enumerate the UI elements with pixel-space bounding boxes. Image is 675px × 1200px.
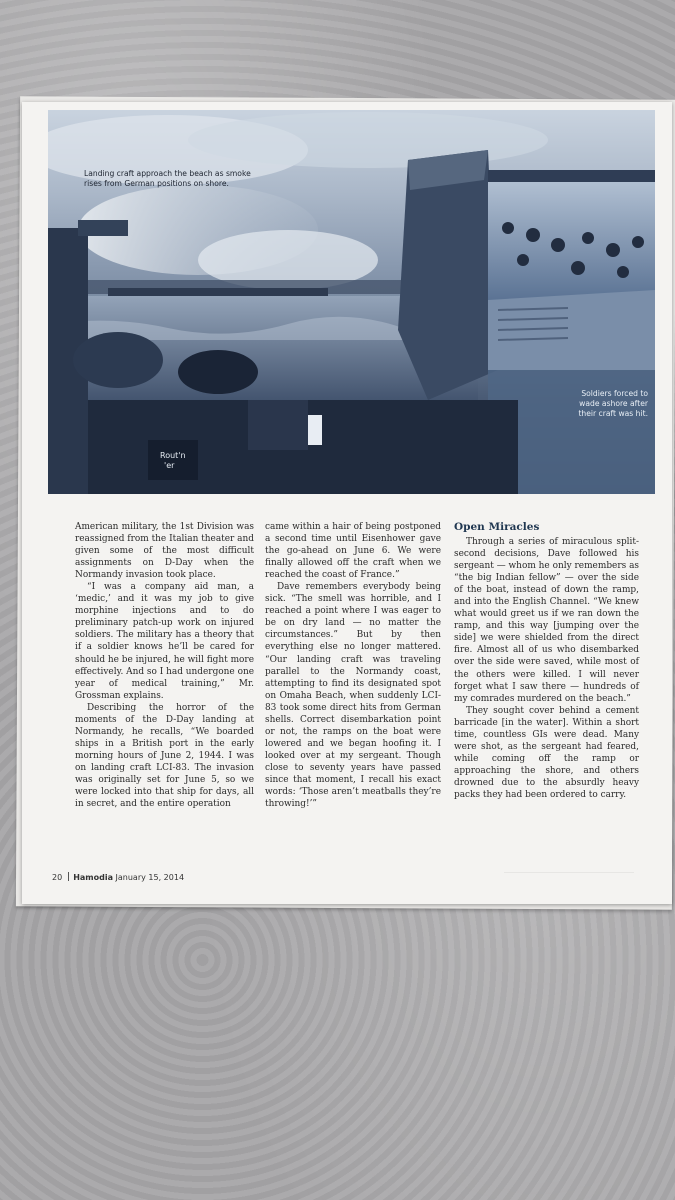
paragraph: Describing the horror of the moments of the D-Day landing at Normandy, he recalls, “We boarded ships in a British port in the early morning hours of June 2, 1944. I was on landing craft LCI-83. The invasion was originally set for June 5, so we were locked into that ship for days, all in secret, and the entire operation [75,702,254,810]
d-day-photo [48,110,655,494]
paragraph: Dave remembers everybody being sick. “The smell was horrible, and I reached a point where I was eager to be on dry land — no matter the circumstances.” But by then everything else no longer mattered. “Our landing craft was traveling parallel to the Normandy coast, attempting to find its designated spot on Omaha Beach, when suddenly LCI-83 took some direct hits from German shells. Correct disembarkation point or not, the ramps on the boat were lowered and we began hoofing it. I looked over at my sergeant. Though close to seventy years have passed since that moment, I recall his exact words: ‘Those aren’t meatballs they’re throwing!’” [265,582,441,810]
article-column-3 [454,521,639,801]
article-column-2 [265,521,441,810]
photo-caption-right: Soldiers forced to wade ashore after their craft was hit. [578,389,648,418]
paragraph: American military, the 1st Division was reassigned from the Italian theater and given some of the most difficult assignments on D-Day when the Normandy invasion took place. [75,522,254,581]
page-number: 20 [52,873,63,882]
footer-rule [504,872,634,879]
photo-caption-left: Landing craft approach the beach as smoke rises from German positions on shore. [84,169,251,188]
photo-illustration [48,110,655,494]
paragraph: “I was a company aid man, a ‘medic,’ and it was my job to give morphine injections and to do preliminary patch-up work on injured soldiers. The military has a theory that if a soldier knows he’ll be cared for should he be injured, he will fight more effectively. And so I had undergone one year of medical training,” Mr. Grossman explains. [75,582,254,701]
svg-text:Rout'n: Rout'n [160,451,186,460]
footer-divider [68,872,69,881]
article-column-1 [75,521,254,810]
issue-date: January 15, 2014 [115,873,185,882]
paragraph: Through a series of miraculous split-second decisions, Dave followed his sergeant — whom he only remembers as “the big Indian fellow” — over the side of the boat, instead of down the ramp, and into the English Channel. “We knew what would greet us if we ran down the ramp, and this way [jumping over the side] we were shielded from the direct fire. Almost all of us who disembarked over the side were saved, while most of the others were killed. I will never forget what I saw there — hundreds of my comrades murdered on the beach.” [454,537,639,704]
page-footer [52,872,184,882]
magazine-page [22,102,672,904]
section-heading: Open Miracles [454,521,540,533]
publication-name: Hamodia [73,873,113,882]
paragraph: They sought cover behind a cement barricade [in the water]. Within a short time, countless GIs were dead. Many were shot, as the sergeant had feared, while coming off the ramp or approaching the shore, and others drowned due to the absurdly heavy packs they had been ordered to carry. [454,705,639,800]
paragraph: came within a hair of being postponed a second time until Eisenhower gave the go-ahead on June 6. We were finally allowed off the craft when we reached the coast of France.” [265,522,441,581]
svg-text:'er: 'er [164,461,175,470]
